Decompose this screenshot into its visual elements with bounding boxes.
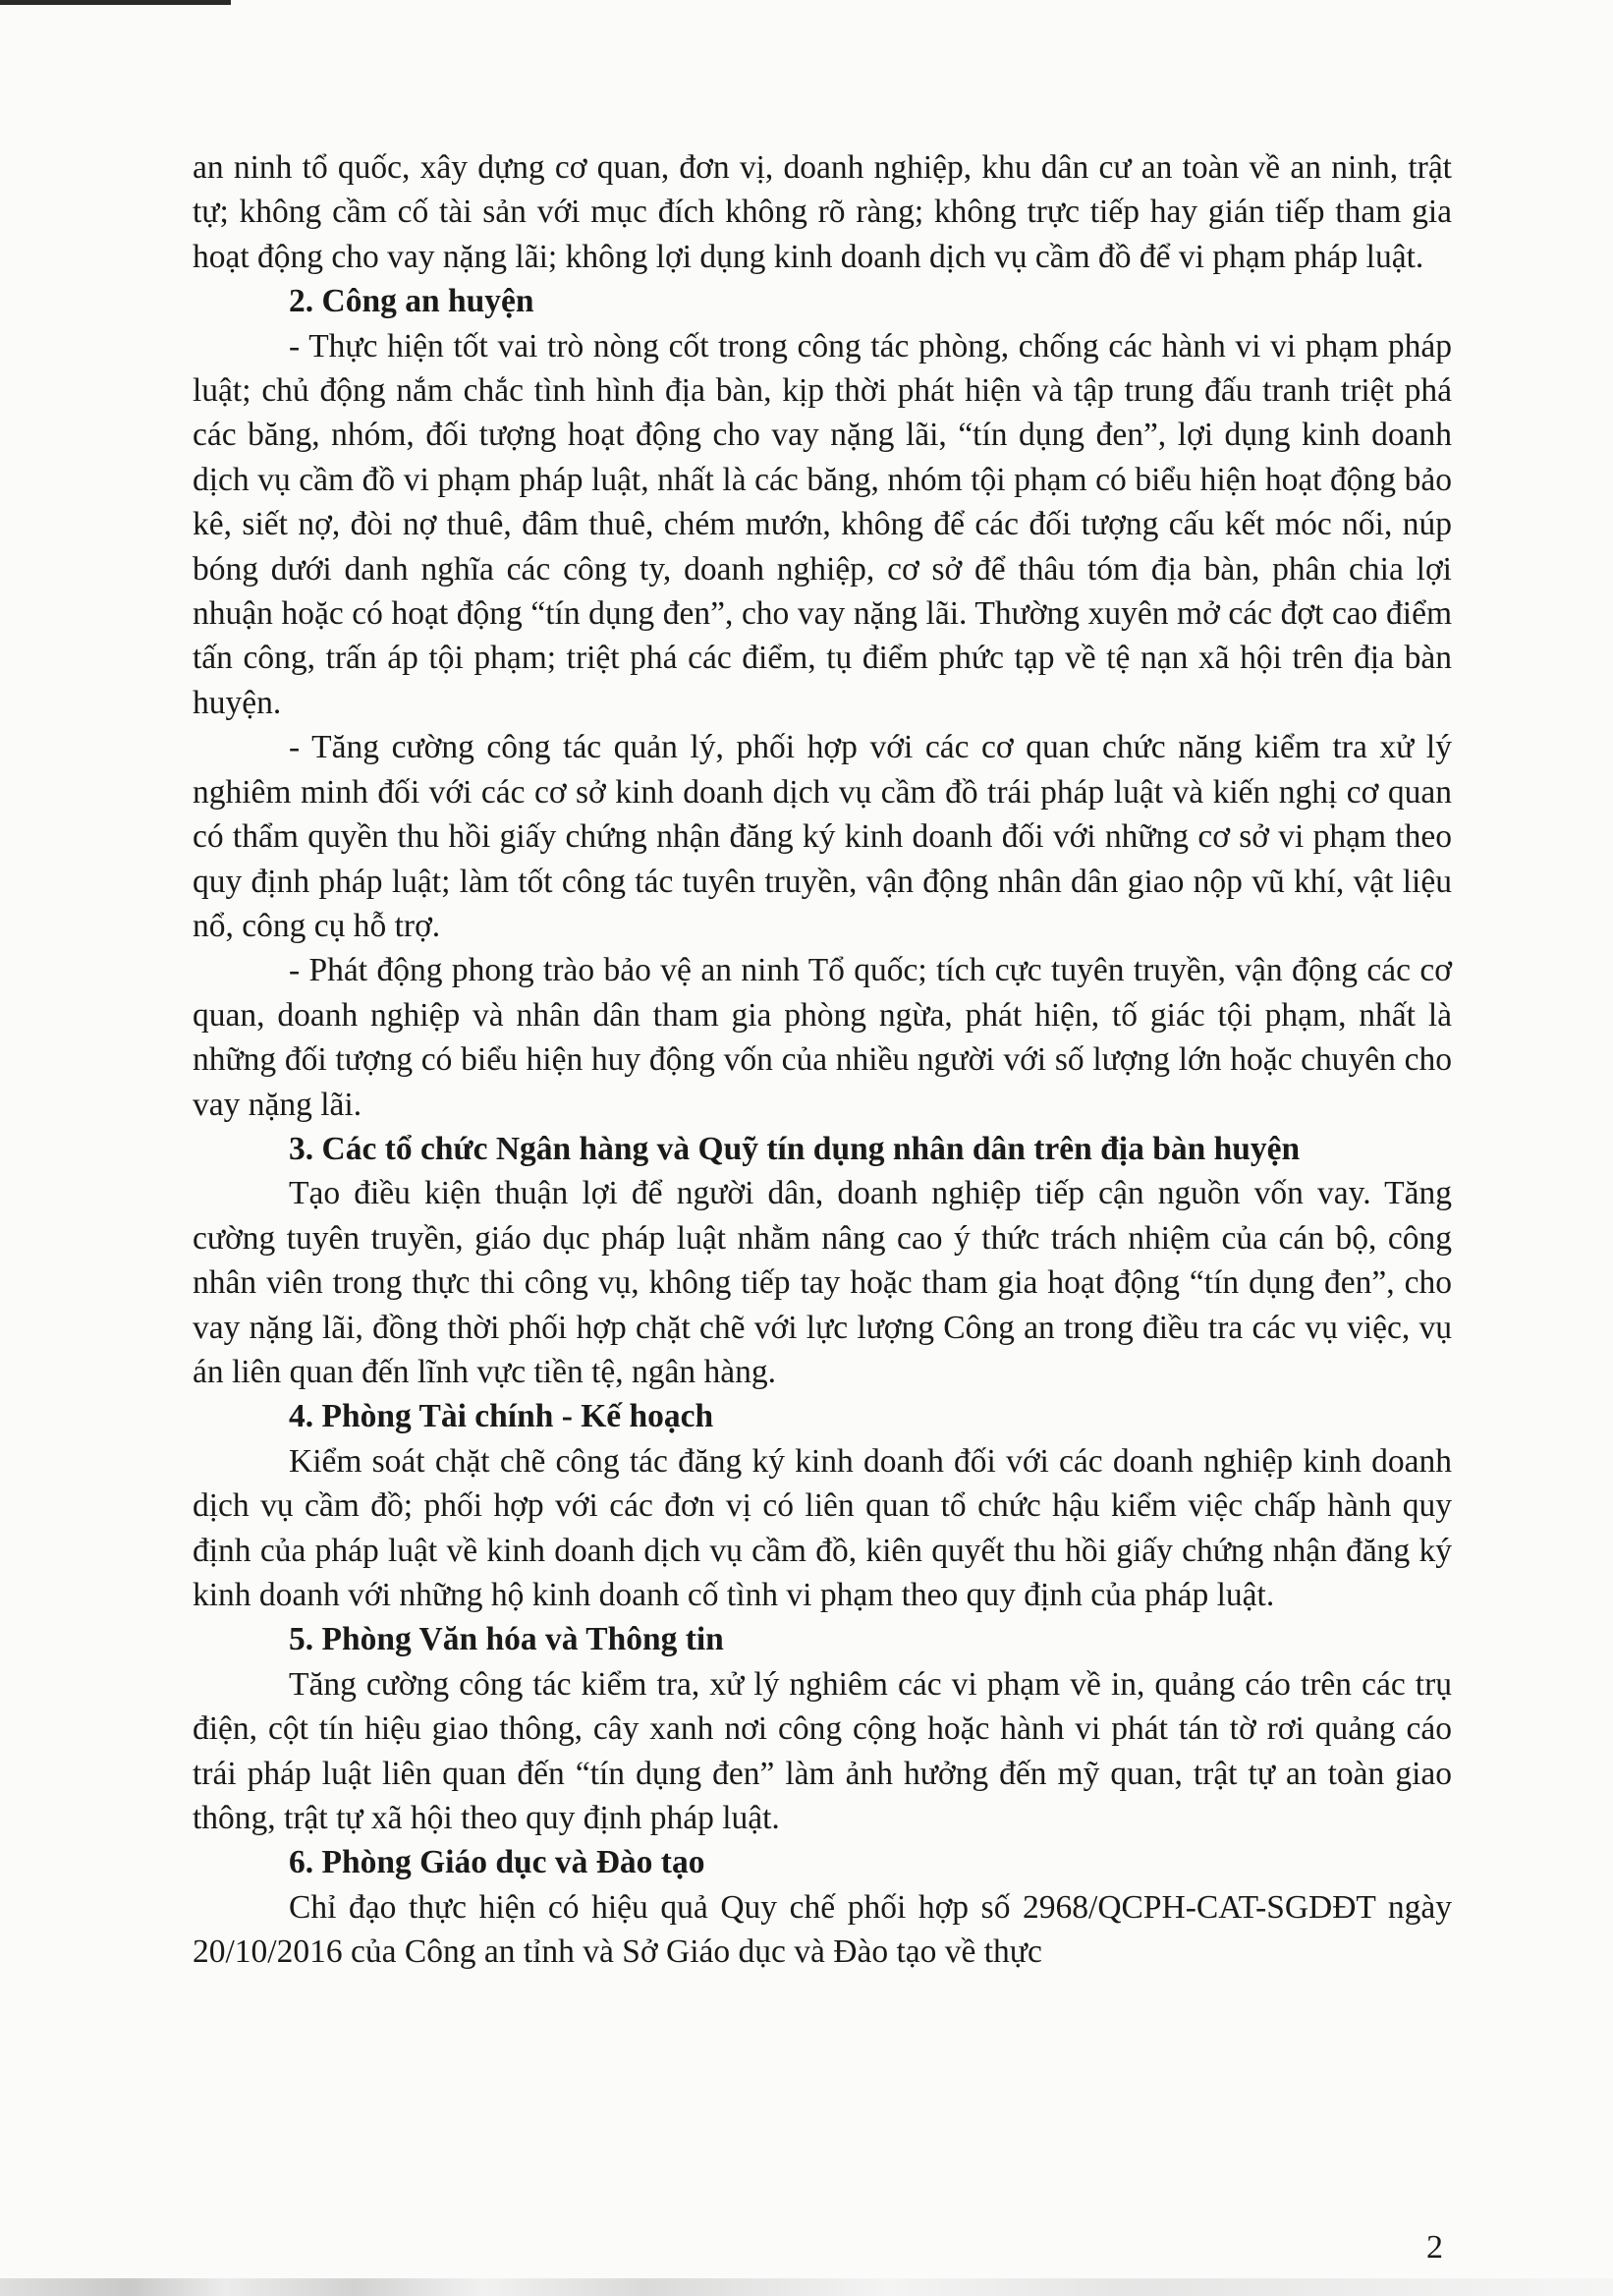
scan-artifact-bottom bbox=[0, 2278, 1613, 2296]
document-body bbox=[193, 145, 1452, 1975]
paragraph-cong-an-1: - Thực hiện tốt vai trò nòng cốt trong công tác phòng, chống các hành vi vi phạm pháp luật; chủ động nắm chắc tình hình địa bàn, kịp thời phát hiện và tập trung đấu tranh triệt phá các băng, nhóm, đối tượng hoạt động cho vay nặng lãi, “tín dụng đen”, lợi dụng kinh doanh dịch vụ cầm đồ vi phạm pháp luật, nhất là các băng, nhóm tội phạm có biểu hiện hoạt động bảo kê, siết nợ, đòi nợ thuê, đâm thuê, chém mướn, không để các đối tượng cấu kết móc nối, núp bóng dưới danh nghĩa các công ty, doanh nghiệp, cơ sở để thâu tóm địa bàn, phân chia lợi nhuận hoặc có hoạt động “tín dụng đen”, cho vay nặng lãi. Thường xuyên mở các đợt cao điểm tấn công, trấn áp tội phạm; triệt phá các điểm, tụ điểm phức tạp về tệ nạn xã hội trên địa bàn huyện. bbox=[193, 327, 1452, 721]
paragraph-giao-duc: Chỉ đạo thực hiện có hiệu quả Quy chế phối hợp số 2968/QCPH-CAT-SGDĐT ngày 20/10/2016 của Công an tỉnh và Sở Giáo dục và Đào tạo về thực bbox=[193, 1888, 1452, 1971]
paragraph-cong-an-2: - Tăng cường công tác quản lý, phối hợp với các cơ quan chức năng kiểm tra xử lý nghiêm minh đối với các cơ sở kinh doanh dịch vụ cầm đồ trái pháp luật và kiến nghị cơ quan có thẩm quyền thu hồi giấy chứng nhận đăng ký kinh doanh đối với những cơ sở vi phạm theo quy định pháp luật; làm tốt công tác tuyên truyền, vận động nhân dân giao nộp vũ khí, vật liệu nổ, công cụ hỗ trợ. bbox=[193, 729, 1452, 944]
section-heading-ngan-hang: 3. Các tổ chức Ngân hàng và Quỹ tín dụng nhân dân trên địa bàn huyện bbox=[289, 1130, 1301, 1167]
section-heading-giao-duc: 6. Phòng Giáo dục và Đào tạo bbox=[289, 1844, 705, 1881]
paragraph-van-hoa: Tăng cường công tác kiểm tra, xử lý nghiêm các vi phạm về in, quảng cáo trên các trụ điện, cột tín hiệu giao thông, cây xanh nơi công cộng hoặc hành vi phát tán tờ rơi quảng cáo trái pháp luật liên quan đến “tín dụng đen” làm ảnh hưởng đến mỹ quan, trật tự an toàn giao thông, trật tự xã hội theo quy định pháp luật. bbox=[193, 1665, 1452, 1837]
section-heading-cong-an-huyen: 2. Công an huyện bbox=[289, 283, 534, 320]
paragraph-cong-an-3: - Phát động phong trào bảo vệ an ninh Tổ quốc; tích cực tuyên truyền, vận động các cơ quan, doanh nghiệp và nhân dân tham gia phòng ngừa, phát hiện, tố giác tội phạm, nhất là những đối tượng có biểu hiện huy động vốn của nhiều người với số lượng lớn hoặc chuyên cho vay nặng lãi. bbox=[193, 952, 1452, 1123]
paragraph-ngan-hang: Tạo điều kiện thuận lợi để người dân, doanh nghiệp tiếp cận nguồn vốn vay. Tăng cường tuyên truyền, giáo dục pháp luật nhằm nâng cao ý thức trách nhiệm của cán bộ, công nhân viên trong thực thi công vụ, không tiếp tay hoặc tham gia hoạt động “tín dụng đen”, cho vay nặng lãi, đồng thời phối hợp chặt chẽ với lực lượng Công an trong điều tra các vụ việc, vụ án liên quan đến lĩnh vực tiền tệ, ngân hàng. bbox=[193, 1175, 1452, 1390]
scan-artifact-top bbox=[0, 0, 231, 5]
paragraph-intro: an ninh tổ quốc, xây dựng cơ quan, đơn vị, doanh nghiệp, khu dân cư an toàn về an ninh, trật tự; không cầm cố tài sản với mục đích không rõ ràng; không trực tiếp hay gián tiếp tham gia hoạt động cho vay nặng lãi; không lợi dụng kinh doanh dịch vụ cầm đồ để vi phạm pháp luật. bbox=[193, 149, 1452, 275]
section-heading-van-hoa: 5. Phòng Văn hóa và Thông tin bbox=[289, 1621, 724, 1658]
paragraph-tai-chinh: Kiểm soát chặt chẽ công tác đăng ký kinh doanh đối với các doanh nghiệp kinh doanh dịch vụ cầm đồ; phối hợp với các đơn vị có liên quan tổ chức hậu kiểm việc chấp hành quy định của pháp luật về kinh doanh dịch vụ cầm đồ, kiên quyết thu hồi giấy chứng nhận đăng ký kinh doanh với những hộ kinh doanh cố tình vi phạm theo quy định của pháp luật. bbox=[193, 1442, 1452, 1613]
section-heading-tai-chinh: 4. Phòng Tài chính - Kế hoạch bbox=[289, 1398, 714, 1435]
page-number: 2 bbox=[1426, 2229, 1443, 2266]
